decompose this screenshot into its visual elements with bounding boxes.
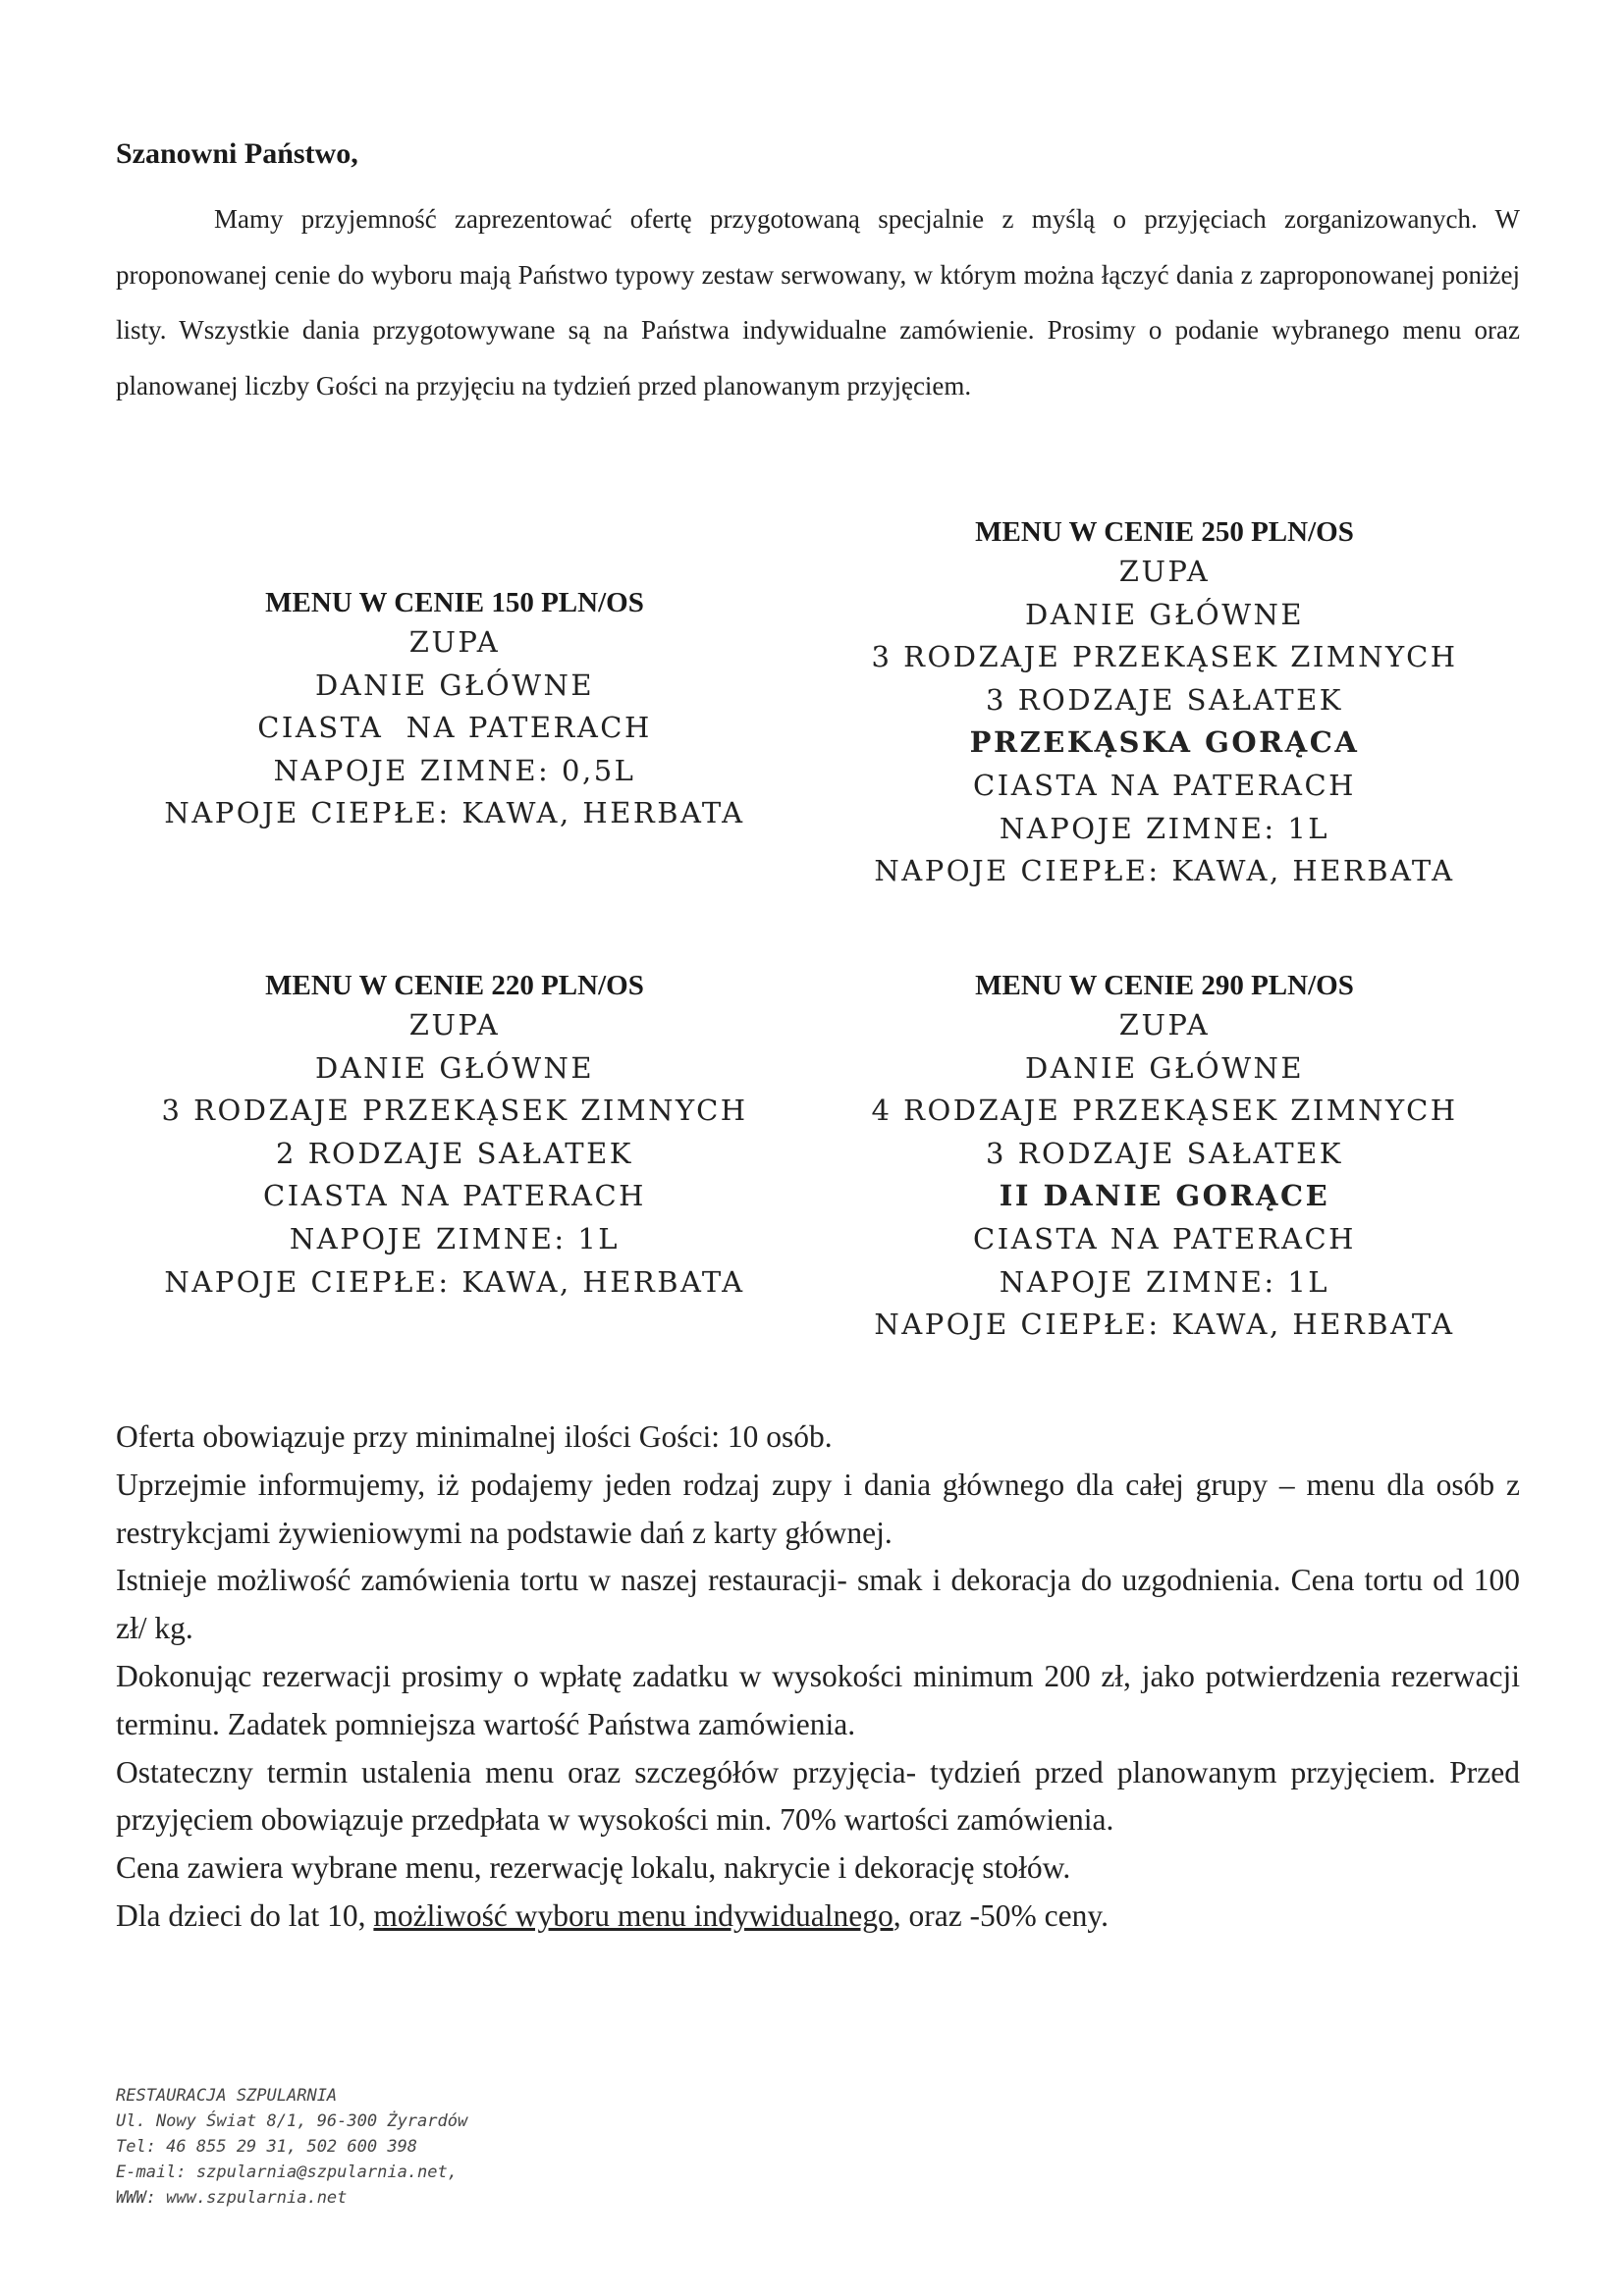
menu-item: NAPOJE CIEPŁE: KAWA, HERBATA [874,854,1455,888]
menu-250 [801,513,1528,893]
menu-item: DANIE GŁÓWNE [1024,597,1305,631]
terms-cake: Istnieje możliwość zamówienia tortu w naszej restauracji- smak i dekoracja do uzgodnienia. Cena tortu od 100 zł/ kg. [116,1563,1520,1646]
menu-item: ZUPA [1118,1008,1211,1041]
terms-deadline: Ostateczny termin ustalenia menu oraz szczegółów przyjęcia- tydzień przed planowanym przyjęciem. Przed przyjęciem obowiązuje przedpłata w wysokości min. 70% wartości zamówienia. [116,1754,1520,1838]
menu-item: 3 RODZAJE PRZEKĄSEK ZIMNYCH [871,640,1458,674]
restaurant-address: Ul. Nowy Świat 8/1, 96-300 Żyrardów [116,2111,468,2131]
menu-item: 3 RODZAJE SAŁATEK [986,1136,1343,1170]
restaurant-website[interactable]: WWW: www.szpularnia.net [116,2188,348,2208]
menu-title: MENU W CENIE 290 PLN/OS [975,970,1354,1001]
footer-contact [116,2083,467,2211]
menu-title: MENU W CENIE 150 PLN/OS [265,587,644,618]
menu-item: NAPOJE CIEPŁE: KAWA, HERBATA [164,1264,745,1299]
menu-item: 4 RODZAJE PRZEKĄSEK ZIMNYCH [871,1094,1458,1128]
menu-item: 2 RODZAJE SAŁATEK [276,1136,633,1170]
menu-item: ZUPA [408,625,501,659]
children-prefix: Dla dzieci do lat 10, [116,1897,374,1933]
menu-item: NAPOJE ZIMNE: 1L [999,811,1330,845]
menu-item-highlight: II DANIE GORĄCE [999,1179,1330,1213]
menu-item: 3 RODZAJE PRZEKĄSEK ZIMNYCH [161,1094,748,1128]
menu-item: NAPOJE ZIMNE: 1L [999,1264,1330,1299]
menu-item: NAPOJE ZIMNE: 1L [289,1221,621,1255]
restaurant-phone: Tel: 46 855 29 31, 502 600 398 [116,2137,418,2157]
greeting: Szanowni Państwo, [116,137,358,170]
menu-220 [91,967,818,1304]
menu-150 [91,584,818,835]
children-suffix: , oraz -50% ceny. [893,1897,1109,1933]
menu-item: DANIE GŁÓWNE [1024,1050,1305,1085]
menu-item: NAPOJE ZIMNE: 0,5L [273,753,636,787]
menu-item: CIASTA NA PATERACH [973,1221,1356,1255]
menu-item: 3 RODZAJE SAŁATEK [986,682,1343,717]
menu-item: CIASTA NA PATERACH [973,768,1356,802]
menu-item: ZUPA [1118,555,1211,588]
terms-section [116,1414,1520,1941]
menu-item: DANIE GŁÓWNE [314,1050,595,1085]
terms-deposit: Dokonując rezerwacji prosimy o wpłatę zadatku w wysokości minimum 200 zł, jako potwierdzenia rezerwacji terminu. Zadatek pomniejsza wartość Państwa zamówienia. [116,1658,1520,1741]
terms-price-includes: Cena zawiera wybrane menu, rezerwację lokalu, nakrycie i dekorację stołów. [116,1850,1071,1886]
menu-item: DANIE GŁÓWNE [314,667,595,702]
menu-item: ZUPA [408,1008,501,1041]
menu-item: CIASTA NA PATERACH [257,711,652,745]
terms-min-guests: Oferta obowiązuje przy minimalnej ilości Gości: 10 osób. [116,1419,833,1454]
menu-title: MENU W CENIE 220 PLN/OS [265,970,644,1001]
menu-item-highlight: PRZEKĄSKA GORĄCA [969,725,1360,760]
individual-menu-link[interactable]: możliwość wyboru menu indywidualnego [373,1897,893,1933]
menu-item: NAPOJE CIEPŁE: KAWA, HERBATA [164,796,745,830]
menu-item: CIASTA NA PATERACH [263,1179,646,1213]
menu-290 [801,967,1528,1347]
terms-children [116,1893,1520,1941]
restaurant-email[interactable]: E-mail: szpularnia@szpularnia.net, [116,2163,458,2182]
intro-paragraph: Mamy przyjemność zaprezentować ofertę przygotowaną specjalnie z myślą o przyjęciach zorganizowanych. W proponowanej cenie do wyboru mają Państwo typowy zestaw serwowany, w którym można łączyć dania z zaproponowanej poniżej listy. Wszystkie dania przygotowywane są na Państwa indywidualne zamówienie. Prosimy o podanie wybranego menu oraz planowanej liczby Gości na przyjęciu na tydzień przed planowanym przyjęciem. [116,204,1520,400]
terms-one-soup: Uprzejmie informujemy, iż podajemy jeden rodzaj zupy i dania głównego dla całej grupy – menu dla osób z restrykcjami żywieniowymi na podstawie dań z karty głównej. [116,1467,1520,1550]
menu-item: NAPOJE CIEPŁE: KAWA, HERBATA [874,1308,1455,1342]
restaurant-name: RESTAURACJA SZPULARNIA [116,2086,338,2106]
menu-title: MENU W CENIE 250 PLN/OS [975,516,1354,548]
